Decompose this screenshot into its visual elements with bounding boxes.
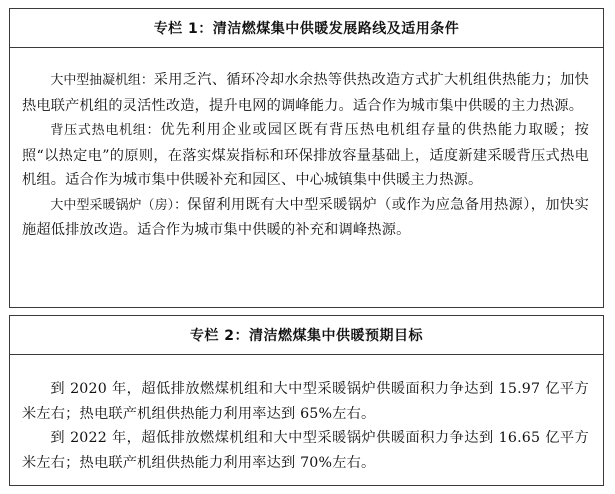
paragraph-target-2022: 到 2022 年，超低排放燃煤机组和大中型采暖锅炉供暖面积力争达到 16.65 亿平方米左右；热电联产机组供热能力利用率达到 70%左右。 bbox=[22, 430, 589, 471]
paragraph-back-pressure-units bbox=[22, 118, 589, 193]
column-box-2 bbox=[9, 315, 604, 486]
text-large-condensing-units: 采用乏汽、循环冷却水余热等供热改造方式扩大机组供热能力；加快热电联产机组的灵活性改造，提升电网的调峰能力。适合作为城市集中供暖的主力热源。 bbox=[22, 72, 589, 114]
column-2-body bbox=[10, 355, 603, 475]
column-1-body bbox=[10, 48, 603, 243]
term-large-condensing-units: 大中型抽凝机组： bbox=[50, 73, 154, 88]
paragraph-large-condensing-units bbox=[22, 68, 589, 118]
text-heating-boilers: 保留利用既有大中型采暖锅炉（或作为应急备用热源），加快实施超低排放改造。适合作为城市集中供暖的补充和调峰热源。 bbox=[22, 196, 589, 238]
text-back-pressure-units: 优先利用企业或园区既有背压热电机组存量的供热能力取暖；按照“以热定电”的原则，在落实煤炭指标和环保排放容量基础上，适度新建采暖背压式热电机组。适合作为城市集中供暖补充和园区、中心城镇集中供暖主力热源。 bbox=[22, 122, 589, 188]
paragraph-target-2020: 到 2020 年，超低排放燃煤机组和大中型采暖锅炉供暖面积力争达到 15.97 亿平方米左右；热电联产机组供热能力利用率达到 65%左右。 bbox=[22, 381, 589, 422]
column-2-title: 专栏 2：清洁燃煤集中供暖预期目标 bbox=[10, 316, 603, 355]
term-heating-boilers: 大中型采暖锅炉（房）： bbox=[50, 197, 188, 213]
column-box-1 bbox=[9, 8, 604, 308]
term-back-pressure-units: 背压式热电机组： bbox=[50, 123, 161, 138]
column-1-title: 专栏 1：清洁燃煤集中供暖发展路线及适用条件 bbox=[10, 9, 603, 48]
paragraph-heating-boilers bbox=[22, 193, 589, 243]
